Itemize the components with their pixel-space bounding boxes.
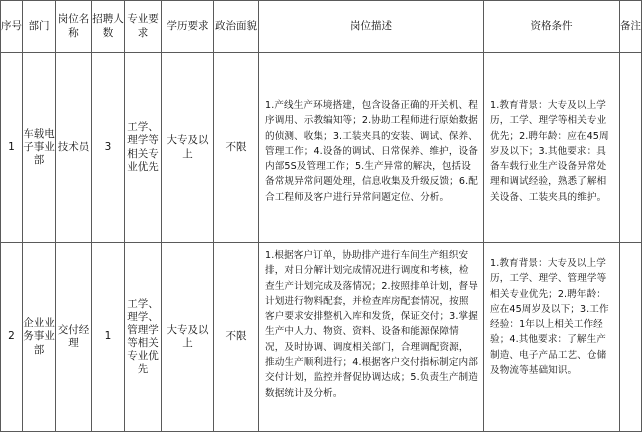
row-position: 技术员 (56, 53, 92, 243)
row-political: 不限 (214, 243, 259, 432)
row-dept: 车载电子事业部 (23, 53, 56, 243)
header-dept: 部门 (23, 1, 56, 53)
header-seq: 序号 (1, 1, 23, 53)
row-count: 1 (92, 243, 125, 432)
row-qualification: 1.教育背景：大专及以上学历，工学、理学、管理学等相关专业优先；2.聘年龄：应在45周岁及以下；3.工作经验：1年以上相关工作经验；4.其他要求：了解生产制造、电子产品工艺、仓储及物流等基础知识。 (484, 243, 620, 432)
header-education: 学历要求 (162, 1, 214, 53)
row-major: 工学、理学等相关专业优先 (125, 53, 162, 243)
row-education: 大专及以上 (162, 53, 214, 243)
row-qualification: 1.教育背景：大专及以上学历，工学、理学等相关专业优先；2.聘年龄：应在45周岁及以下；3.其他要求：具备车载行业生产设备异常处理和调试经验，熟悉了解相关设备、工装夹具的维护。 (484, 53, 620, 243)
row-count: 3 (92, 53, 125, 243)
header-count: 招聘人数 (92, 1, 125, 53)
header-major: 专业要求 (125, 1, 162, 53)
row-position: 交付经理 (56, 243, 92, 432)
header-row (1, 1, 642, 53)
header-position: 岗位名称 (56, 1, 92, 53)
header-political: 政治面貌 (214, 1, 259, 53)
row-remark (620, 53, 642, 243)
row-political: 不限 (214, 53, 259, 243)
table-row (1, 243, 642, 432)
row-remark (620, 243, 642, 432)
header-remark: 备注 (620, 1, 642, 53)
header-qualification: 资格条件 (484, 1, 620, 53)
header-description: 岗位描述 (259, 1, 484, 53)
row-major: 工学、理学、管理学等相关专业优先 (125, 243, 162, 432)
row-education: 大专及以上 (162, 243, 214, 432)
row-description: 1.根据客户订单，协助排产进行车间生产组织安排，对日分解计划完成情况进行调度和考核，检查生产计划完成及落情况；2.按照排单计划，督导计划进行物料配套，并检查库房配套情况，按照客户要求安排整机入库和发货，保证交付；3.掌握生产中人力、物资、资料、设备和能源保障情况，及时协调、调度相关部门，合理调配资源，推动生产顺利进行；4.根据客户交付指标制定内部交付计划，监控并督促协调达成；5.负责生产制造数据统计及分析。 (259, 243, 484, 432)
row-seq: 2 (1, 243, 23, 432)
row-seq: 1 (1, 53, 23, 243)
row-dept: 企业业务事业部 (23, 243, 56, 432)
table-row (1, 53, 642, 243)
row-description: 1.产线生产环境搭建，包含设备正确的开关机、程序调用、示教编知等；2.协助工程师进行原始数据的侦测、收集；3.工装夹具的安装、调试、保养、管理工作；4.设备的调试、日常保养、维护，设备内部5S及管理工作；5.生产异常的解决，包括设备常规异常问题处理，信息收集及升级反馈；6.配合工程师及客户进行异常问题定位、分析。 (259, 53, 484, 243)
